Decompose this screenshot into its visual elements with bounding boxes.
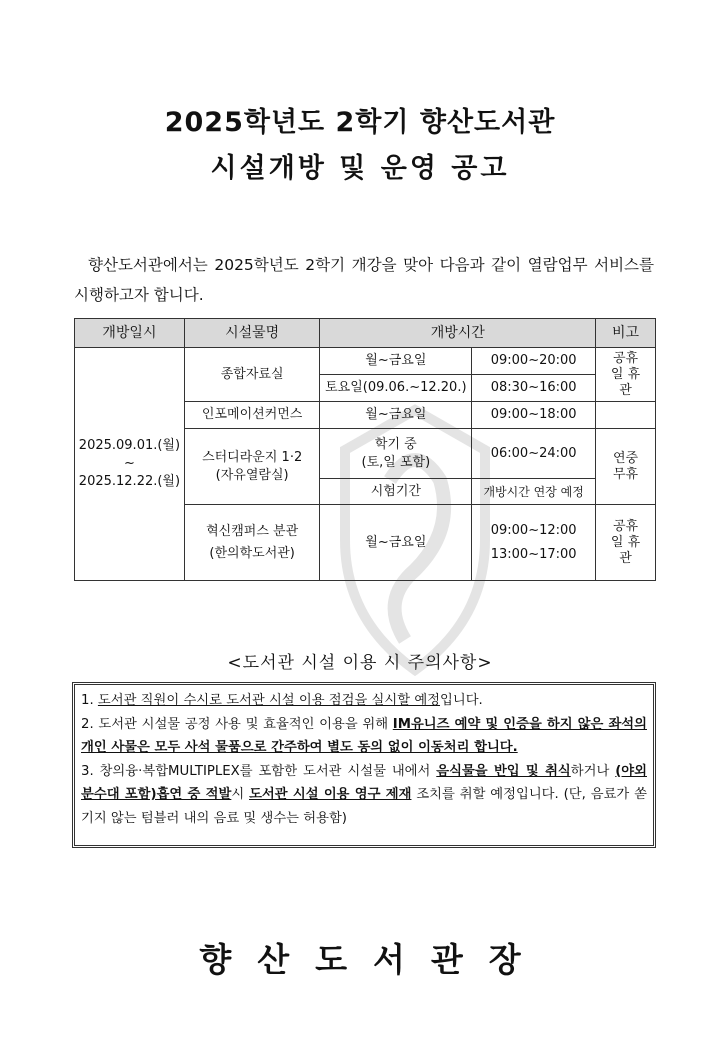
- period-start: 2025.09.01.(월): [78, 438, 181, 453]
- note-cell: [596, 505, 656, 581]
- note-cell: [596, 348, 656, 402]
- facility-line: 스터디라운지 1·2: [202, 449, 303, 465]
- time-cell: 개방시간 연장 예정: [472, 479, 596, 505]
- note-text: 공휴일 휴관: [610, 518, 641, 566]
- day-cell: [320, 429, 472, 479]
- facility-cell: [184, 429, 320, 505]
- time-line: 09:00~12:00: [490, 522, 577, 538]
- notice-text: 시: [231, 787, 250, 802]
- notice-item-2: [81, 713, 647, 760]
- title-line-2: 시설개방 및 운영 공고: [210, 153, 510, 184]
- notice-text: 조치를 취할 예정입니다. (단, 음료가 쏟기지 않는 텀블러 내의 음료 및 생수는 허용함): [81, 787, 647, 826]
- facility-cell: 종합자료실: [184, 348, 320, 402]
- notice-item-3: [81, 760, 647, 831]
- schedule-table: [74, 318, 656, 581]
- day-line: 학기 중: [374, 436, 417, 452]
- notice-text: 2. 도서관 시설물 공정 사용 및 효율적인 이용을 위해: [81, 716, 393, 732]
- time-cell: 09:00~20:00: [472, 348, 596, 375]
- day-line: (토,일 포함): [361, 454, 431, 470]
- day-cell: 월~금요일: [320, 505, 472, 581]
- day-cell: 월~금요일: [320, 348, 472, 375]
- intro-paragraph: 향산도서관에서는 2025학년도 2학기 개강을 맞아 다음과 같이 열람업무 서비스를 시행하고자 합니다.: [74, 256, 654, 304]
- note-text: 연중 무휴: [612, 450, 639, 482]
- notice-text: 1.: [81, 693, 98, 708]
- day-cell: 토요일(09.06.~12.20.): [320, 375, 472, 402]
- time-cell: 08:30~16:00: [472, 375, 596, 402]
- note-cell-empty: [596, 402, 656, 429]
- notice-title: <도서관 시설 이용 시 주의사항>: [227, 653, 493, 673]
- title-line-1: 2025학년도 2학기 향산도서관: [164, 107, 556, 138]
- notice-emphasis: (야외 분수대 포함)흡연 중 적발: [81, 763, 647, 802]
- note-text: 공휴일 휴관: [610, 350, 641, 398]
- notice-emphasis: 음식물을 반입 및 취식: [436, 763, 571, 779]
- header-note: 비고: [596, 319, 656, 348]
- facility-line: (한의학도서관): [209, 545, 295, 561]
- notice-text: 3. 창의융·복합MULTIPLEX를 포함한 도서관 시설물 내에서: [81, 763, 437, 779]
- header-facility: 시설물명: [184, 319, 320, 348]
- time-line: 13:00~17:00: [490, 546, 577, 562]
- note-cell: [596, 429, 656, 505]
- signature: 향산도서관장: [199, 940, 547, 979]
- facility-line: (자유열람실): [215, 467, 289, 483]
- notice-item-1: [81, 689, 647, 713]
- notice-box: [72, 682, 656, 848]
- table-header-row: [75, 319, 656, 348]
- time-cell: 09:00~18:00: [472, 402, 596, 429]
- day-cell: 시험기간: [320, 479, 472, 505]
- time-cell: 06:00~24:00: [472, 429, 596, 479]
- day-cell: 월~금요일: [320, 402, 472, 429]
- header-period: 개방일시: [75, 319, 185, 348]
- period-cell: [75, 348, 185, 581]
- time-cell: [472, 505, 596, 581]
- notice-underline: 도서관 직원이 수시로 도서관 시설 이용 점검을 실시할 예정: [97, 693, 441, 708]
- notice-emphasis: IM유니즈 예약 및 인증을 하지 않은 좌석의 개인 사물은 모두 사석 물품으로 간주하여 별도 동의 없이 이동처리 합니다.: [81, 716, 647, 755]
- notice-emphasis: 도서관 시설 이용 영구 제재: [249, 787, 412, 802]
- period-end: 2025.12.22.(월): [78, 474, 181, 489]
- table-row: [75, 348, 656, 375]
- notice-text: 하거나: [570, 763, 616, 779]
- header-hours: 개방시간: [320, 319, 596, 348]
- period-sep: ~: [123, 456, 135, 471]
- facility-cell: [184, 505, 320, 581]
- facility-line: 혁신캠퍼스 분관: [206, 523, 299, 539]
- notice-text: 입니다.: [440, 693, 483, 708]
- facility-cell: 인포메이션커먼스: [184, 402, 320, 429]
